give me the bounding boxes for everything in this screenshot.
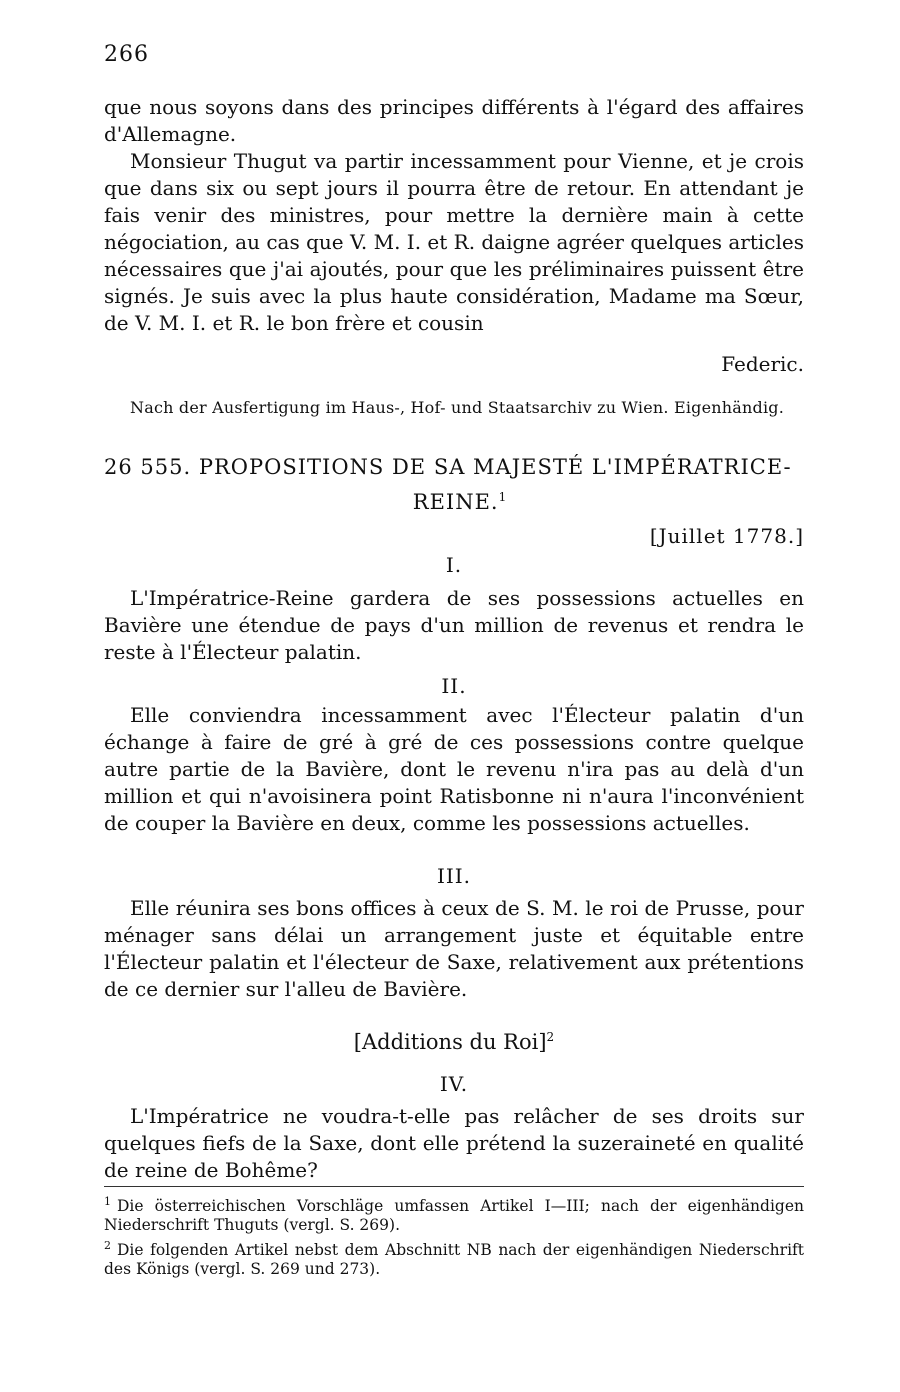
article-number-3: III. — [436, 864, 472, 888]
letter-signature: Federic. — [721, 352, 804, 376]
document-heading — [104, 452, 804, 517]
footnote-1-mark: 1 — [104, 1195, 111, 1208]
document-date: [Juillet 1778.] — [649, 524, 804, 548]
article-text-4: L'Impératrice ne voudra-t-elle pas relâcher de ses droits sur quelques fiefs de la Saxe, dont elle prétend la suzeraineté en qualité de reine de Bohême? — [104, 1104, 804, 1182]
document-heading-line-1: 26 555. PROPOSITIONS DE SA MAJESTÉ L'IMPÉRATRICE- — [104, 455, 792, 479]
additions-heading: [Additions du Roi]$^2$ — [353, 1030, 555, 1054]
footnote-mark-1: 1 — [498, 490, 508, 504]
source-note: Nach der Ausfertigung im Haus-, Hof- und Staatsarchiv zu Wien. Eigenhändig. — [130, 398, 784, 417]
article-number-2: II. — [441, 674, 467, 698]
footnote-2-text: Die folgenden Artikel nebst dem Abschnitt NB nach der eigenhändigen Niederschrift des Königs (vergl. S. 269 und 273). — [104, 1241, 804, 1279]
footnote-1 — [104, 1192, 804, 1235]
footnote-2-mark: 2 — [104, 1239, 111, 1252]
footnote-mark-2: 2 — [546, 1030, 555, 1044]
page-number: 266 — [104, 42, 149, 67]
article-text-3: Elle réunira ses bons offices à ceux de S. M. le roi de Prusse, pour ménager sans délai un arrangement juste et équitable entre l'Électeur palatin et l'électeur de Saxe, relativement aux prétentions de ce dernier sur l'alleu de Bavière. — [104, 896, 804, 1001]
article-text-1: L'Impératrice-Reine gardera de ses possessions actuelles en Bavière une étendue de pays d'un million de revenus et rendra le reste à l'Électeur palatin. — [104, 586, 804, 664]
footnote-divider — [104, 1186, 804, 1187]
footnote-2 — [104, 1236, 804, 1279]
article-number-1: I. — [445, 553, 463, 577]
letter-paragraph-1: que nous soyons dans des principes différents à l'égard des affaires d'Allemagne. — [104, 95, 804, 146]
document-heading-line-2: REINE.$^1$ — [412, 490, 508, 514]
footnote-1-text: Die österreichischen Vorschläge umfassen Artikel I—III; nach der eigenhändigen Niederschrift Thuguts (vergl. S. 269). — [104, 1197, 804, 1235]
article-number-4: IV. — [439, 1072, 469, 1096]
article-text-2: Elle conviendra incessamment avec l'Électeur palatin d'un échange à faire de gré à gré de ces possessions contre quelque autre partie de la Bavière, dont le revenu n'ira pas au delà d'un million et qui n'avoisinera point Ratisbonne ni n'aura l'inconvénient de couper la Bavière en deux, comme les possessions actuelles. — [104, 703, 804, 835]
letter-paragraph-2: Monsieur Thugut va partir incessamment pour Vienne, et je crois que dans six ou sept jours il pourra être de retour. En attendant je fais venir des ministres, pour mettre la dernière main à cette négociation, au cas que V. M. I. et R. daigne agréer quelques articles nécessaires que j'ai ajoutés, pour que les préliminaires puissent être signés. Je suis avec la plus haute considération, Madame ma Sœur, de V. M. I. et R. le bon frère et cousin — [104, 149, 804, 335]
